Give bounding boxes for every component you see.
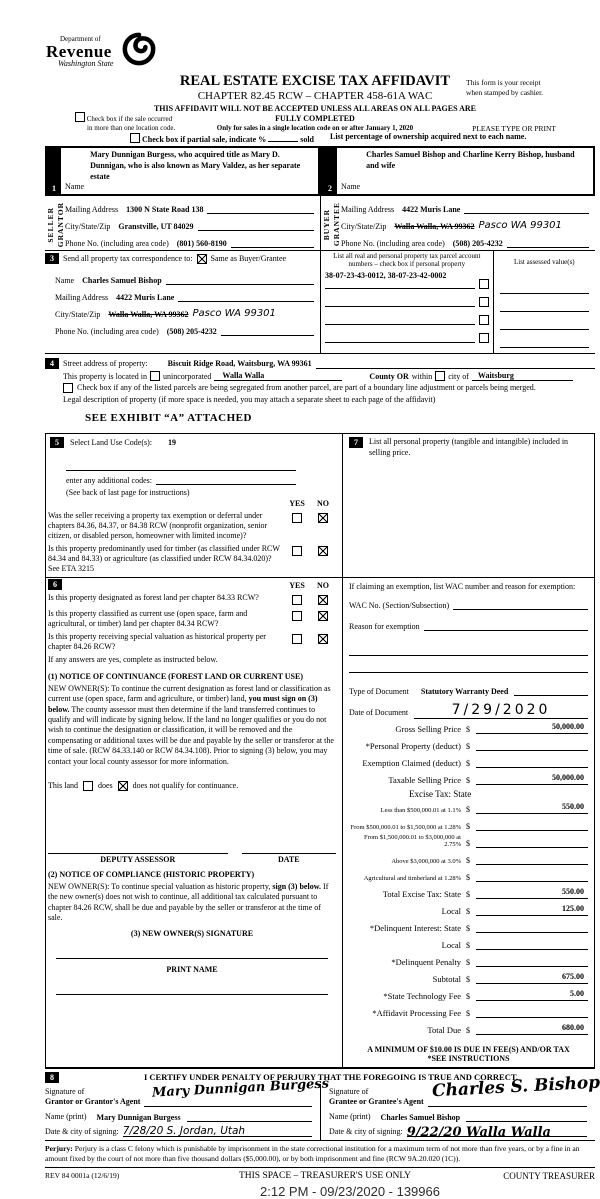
street-address-line (316, 358, 595, 369)
certification-section (45, 1068, 600, 1140)
seller-city-line (198, 220, 314, 231)
minimum-due-note: A MINIMUM OF $10.00 IS DUE IN FEE(S) AND/OR TAX (367, 1044, 570, 1054)
buyer-phone-value: (508) 205-4232 (452, 239, 503, 248)
s6-q2-no-checkbox[interactable] (318, 611, 328, 621)
dor-logo (46, 36, 113, 68)
street-address-label: Street address of property: (63, 359, 148, 369)
doc-type-label: Type of Document (349, 686, 409, 696)
wac-line[interactable] (453, 599, 588, 610)
local-tax-label: Local (441, 905, 461, 916)
s5-q2-yes-checkbox[interactable] (292, 546, 302, 556)
parcel-line-3 (325, 314, 475, 325)
form-subtitle: CHAPTER 82.45 RCW – CHAPTER 458-61A WAC (197, 90, 433, 103)
delinquent-interest-local-value (476, 938, 588, 950)
processing-fee-label: *Affidavit Processing Fee (372, 1007, 461, 1018)
legal-description-label: Legal description of property (if more space is needed, you may attach a separate sheet to each page of the affidavit) (63, 395, 436, 405)
land-use-code-value: 19 (167, 438, 176, 448)
tier1-label: Less than $500,000.01 at 1.1% (380, 806, 461, 814)
land-use-line (66, 458, 296, 471)
tier4-value (476, 853, 588, 865)
grantor-print-value: Mary Dunnigan Burgess (96, 1112, 181, 1122)
additional-codes-line[interactable] (156, 475, 296, 485)
corr-name-line (166, 274, 314, 285)
notice-continuance-body: NEW OWNER(S): To continue the current designation as forest land or classification as current use (open space, farm and agriculture, or timber) land, you must sign on (3) below. The county assessor must then determine if the land transferred continues to qualify and will indicate by signing below. If the land no longer qualifies or you do not wish to continue the designation or classification, it will be removed and the compensating or additional taxes will be due and payable by the seller or transferor at the time of sale. (RCW 84.33.140 or RCW 84.34.108). Prior to signing (3) below, you may contact your local county assessor for more information. (48, 683, 334, 766)
s5-q1-no-checkbox[interactable] (318, 513, 328, 523)
grantee-print-value: Charles Samuel Bishop (380, 1112, 461, 1122)
section-7-number: 7 (349, 437, 363, 448)
parcel-assessed-section (320, 251, 595, 353)
additional-codes-label: enter any additional codes: (66, 476, 152, 486)
land-use-column (45, 433, 342, 1068)
s6-q1-no-checkbox[interactable] (318, 595, 328, 605)
form-only-for: Only for sales in a single location code on or after January 1, 2020 (216, 123, 414, 132)
parties-section (45, 146, 595, 250)
tech-fee-value: 5.00 (476, 989, 588, 1001)
county-treasurer-label: COUNTY TREASURER (503, 1171, 595, 1182)
parcel-header: List all real and personal property tax parcel account numbers – check box if personal property (333, 252, 481, 269)
gross-selling-label: Gross Selling Price (395, 723, 461, 734)
doc-type-value: Statutory Warranty Deed (420, 686, 509, 696)
buyer-phone-line (507, 237, 589, 248)
s6-q1-yes-checkbox[interactable] (292, 595, 302, 605)
processing-fee-value (476, 1006, 588, 1018)
print-name-label: PRINT NAME (166, 965, 218, 975)
please-type-note: PLEASE TYPE OR PRINT (472, 124, 556, 133)
buyer-name-label: Name (341, 182, 361, 191)
deputy-assessor-lines (48, 853, 336, 864)
delinquent-penalty-value (476, 955, 588, 967)
parcel-line-4 (325, 332, 475, 343)
grantor-date-label: Date & city of signing: (45, 1126, 119, 1136)
personal-property-label: List all personal property (tangible and intangible) included in selling price. (369, 437, 569, 458)
reason-line-1[interactable] (424, 620, 588, 631)
buyer-city-handwritten: Pasco WA 99301 (478, 220, 562, 231)
notice-compliance-title: (2) NOTICE OF COMPLIANCE (HISTORIC PROPERTY) (48, 869, 255, 879)
property-address-section (45, 353, 595, 433)
s6-q3-yes-checkbox[interactable] (292, 634, 302, 644)
grantor-signature-line[interactable] (144, 1076, 330, 1107)
corr-mailing-value: 4422 Muris Lane (116, 293, 175, 302)
seller-mailing-value: 1300 N State Road 138 (126, 205, 204, 214)
section-8-number: 8 (45, 1072, 59, 1083)
receipt-note: This form is your receipt when stamped by cashier. (466, 78, 544, 97)
seller-section (45, 146, 320, 250)
doc-type-line (514, 685, 588, 696)
exemption-claimed-value (476, 756, 588, 768)
buyer-phone-label: Phone No. (including area code) (341, 239, 445, 248)
personal-prop-deduct-value (476, 739, 588, 751)
delinquent-interest-state-label: *Delinquent Interest: State (369, 922, 461, 933)
s6-question-2: Is this property classified as current use (open space, farm and agricultural, or timber) land per chapter 84.34 RCW? (48, 609, 336, 629)
dor-swirl-icon (122, 32, 156, 66)
parcel-checkbox-4[interactable] (479, 333, 489, 343)
assessed-line-3 (500, 319, 589, 330)
grantee-date-value: 9/22/20 Walla Walla (407, 1125, 587, 1137)
section-1-number: 1 (47, 183, 61, 194)
subtotal-label: Subtotal (432, 973, 461, 984)
buyer-mailing-line (464, 203, 589, 214)
section-6-number: 6 (48, 579, 62, 590)
agri-timber-value (476, 870, 588, 882)
see-instructions-note: *SEE INSTRUCTIONS (427, 1053, 510, 1063)
grantee-date-label: Date & city of signing: (329, 1126, 403, 1136)
county-name-value: Walla Walla (214, 371, 342, 381)
treasurer-space-label: THIS SPACE – TREASURER'S USE ONLY (238, 1171, 412, 1182)
parcel-column (321, 251, 494, 353)
delinquent-interest-local-label: Local (441, 939, 461, 950)
corr-name-value: Charles Samuel Bishop (82, 276, 162, 285)
middle-columns (45, 433, 595, 1068)
same-as-buyer-label: Same as Buyer/Grantee (210, 254, 287, 263)
s6-no-header: NO (317, 581, 329, 591)
total-excise-state-label: Total Excise Tax: State (382, 888, 461, 899)
seller-phone-label: Phone No. (including area code) (65, 239, 169, 248)
does-qualify-checkbox[interactable] (83, 781, 93, 791)
doc-date-label: Date of Document (349, 707, 409, 717)
print-name-line[interactable] (56, 982, 328, 995)
tax-correspondence-section (45, 251, 320, 353)
parcel-numbers-value: 38-07-23-43-0012, 38-07-23-42-0002 (325, 270, 447, 280)
treasurer-receipt-stamp: 2:12 PM - 09/23/2020 - 139966 (260, 1184, 440, 1199)
see-back-note: (See back of last page for instructions) (66, 488, 190, 498)
reason-label: Reason for exemption (349, 621, 420, 631)
unincorporated-checkbox[interactable] (150, 371, 160, 381)
logo-dept-text: Department of (60, 35, 101, 43)
multi-location-check: Check box if the sale occurred in more than one location code. (75, 112, 175, 133)
local-tax-value: 125.00 (476, 904, 588, 916)
city-of-label: city of (448, 372, 469, 382)
seller-city-value: Granstville, UT 84029 (118, 222, 194, 231)
seller-side-label: SELLER GRANTOR (45, 201, 65, 248)
buyer-section (320, 146, 595, 250)
assessor-date-label: DATE (242, 853, 336, 864)
parcel-line-2 (325, 296, 475, 307)
assessed-header: List assessed value(s) (513, 258, 575, 266)
delinquent-interest-state-value (476, 921, 588, 933)
seller-phone-line (231, 237, 314, 248)
s6-q2-yes-checkbox[interactable] (292, 611, 302, 621)
wac-label: WAC No. (Section/Subsection) (349, 600, 450, 610)
tier3-label: From $1,500,000.01 to $3,000,000 at 2.75% (364, 833, 461, 848)
s6-yes-header: YES (289, 581, 305, 591)
tier4-label: Above $3,000,000 at 3.0% (391, 857, 461, 865)
segregated-label: Check box if any of the listed parcels are being segregated from another parcel, are part of a boundary line adjustment or parcels being merged. (77, 383, 536, 393)
subtotal-value: 675.00 (476, 972, 588, 984)
seller-name-label: Name (65, 182, 85, 191)
tier3-value (476, 836, 588, 848)
partial-sale-checkbox[interactable] (130, 133, 140, 143)
section-3-number: 3 (45, 253, 59, 264)
assessor-blank-space (48, 791, 336, 849)
buyer-mailing-label: Mailing Address (341, 205, 395, 214)
section-4-number: 4 (45, 358, 59, 369)
grantor-sig-label: Signature of Grantor or Grantor's Agent (45, 1086, 141, 1106)
reason-line-3[interactable] (349, 660, 588, 673)
total-due-value: 680.00 (476, 1023, 588, 1035)
excise-tax-state-header: Excise Tax: State (409, 788, 472, 799)
grantor-signature-block (45, 1076, 330, 1140)
s6-question-1: Is this property designated as forest land per chapter 84.33 RCW? (48, 593, 336, 606)
exhibit-a-note: SEE EXHIBIT “A” ATTACHED (85, 412, 252, 425)
corr-city-struck-value: Walla Walla, WA 99362 (108, 310, 189, 319)
correspondence-parcel-section (45, 250, 595, 353)
total-excise-state-value: 550.00 (476, 887, 588, 899)
doc-date-value: 7/29/2020 (414, 702, 588, 719)
does-not-qualify-checkbox[interactable] (118, 781, 128, 791)
s5-no-header: NO (317, 499, 329, 509)
tier1-value: 550.00 (476, 802, 588, 814)
grantor-date-value: 7/28/20 S. Jordan, Utah (123, 1125, 312, 1137)
parcel-checkbox-3[interactable] (479, 315, 489, 325)
buyer-side-label: BUYER GRANTEE (321, 202, 341, 247)
notice-continuance-title: (1) NOTICE OF CONTINUANCE (FOREST LAND OR CURRENT USE) (48, 671, 303, 681)
footer-row (45, 1167, 595, 1181)
land-use-label: Select Land Use Code(s): (70, 438, 152, 448)
form-title-block (150, 72, 480, 133)
seller-mailing-label: Mailing Address (65, 205, 119, 214)
grantee-print-label: Name (print) (329, 1111, 371, 1121)
corr-city-label: City/State/Zip (55, 310, 101, 319)
new-owner-signature-label: (3) NEW OWNER(S) SIGNATURE (130, 929, 254, 939)
assessed-column (494, 251, 595, 353)
segregated-checkbox[interactable] (63, 383, 73, 393)
gross-selling-value: 50,000.00 (476, 722, 588, 734)
seller-name-value: Mary Dunnigan Burgess, who acquired title as Mary D. Dunnigan, who is also known as Mary Valdez, as her separate estate (90, 150, 301, 181)
grantee-sig-label: Signature of Grantee or Grantee's Agent (329, 1086, 424, 1106)
form-rev-number: REV 84 0001a (12/6/19) (45, 1171, 120, 1181)
city-name-value: Waitsburg (472, 371, 573, 381)
grantor-print-label: Name (print) (45, 1111, 87, 1121)
s5-question-2: Is this property predominantly used for timber (as classified under RCW 84.34 and 84.33) or agriculture (as classified under RCW 84.34.020)? See ETA 3215 (48, 544, 336, 574)
within-label: within (411, 372, 433, 382)
ownership-note: List percentage of ownership acquired next to each name. (330, 132, 527, 141)
corr-phone-label: Phone No. (including area code) (55, 327, 159, 336)
unincorporated-label: unincorporated (162, 372, 212, 382)
buyer-mailing-value: 4422 Muris Lane (402, 205, 461, 214)
tier2-value (476, 819, 588, 831)
form-warning: THIS AFFIDAVIT WILL NOT BE ACCEPTED UNLESS ALL AREAS ON ALL PAGES ARE FULLY COMPLETED (153, 103, 477, 123)
if-yes-note: If any answers are yes, complete as instructed below. (48, 655, 218, 665)
taxable-selling-value: 50,000.00 (476, 773, 588, 785)
partial-sale-check: Check box if partial sale, indicate % sold (130, 132, 314, 144)
new-owner-signature-line[interactable] (56, 946, 328, 959)
section-2-number: 2 (323, 183, 337, 194)
buyer-city-label: City/State/Zip (341, 222, 387, 231)
buyer-name-box (321, 146, 595, 196)
seller-phone-value: (801) 560-8190 (176, 239, 227, 248)
multi-location-checkbox[interactable] (75, 112, 85, 122)
assessed-line-2 (500, 301, 589, 312)
corr-phone-value: (508) 205-4232 (166, 327, 217, 336)
total-due-label: Total Due (427, 1024, 461, 1035)
personal-property-column: 7 List all personal property (tangible and intangible) included in selling price. If claiming an exemption, list WAC number and reason for exemption: WAC No. (Section/Subsection) Reason for exemption Type of Document Statutory Warranty Deed Date of Document 7/29/2020 Gross Selling Price $ 50,000.00 *Personal Property (deduct) $ Exemption Claimed (deduct) $ Taxable Selling Price $ 50,000.00 Excise Tax: State Less than $500,000.01 at 1.1% $ 550.00 From $500,000.01 to $1,500,000 at 1.28% $ From $1,500,000.01 to $3,000,000 at 2.75% $ Above $3,000,000 at 3.0% $ Agricultural and timberland at 1.28% $ Total Excise Tax: State $ 550.00 Local $ 125.00 *Delinquent Interest: State $ Local $ *Delinquent Penalty $ Subtotal $ 675.00 *State Technology Fee $ 5.00 *Affidavit Processing Fee $ Total Due $ 680.00 A MINIMUM OF $10.00 IS DUE IN FEE(S) AND/OR TAX *SEE INSTRUCTIONS (342, 433, 595, 1068)
buyer-name-value: Charles Samuel Bishop and Charline Kerry Bishop, husband and wife (366, 150, 575, 170)
reason-line-2[interactable] (349, 643, 588, 656)
delinquent-penalty-label: *Delinquent Penalty (391, 956, 461, 967)
s5-yes-header: YES (289, 499, 305, 509)
logo-revenue-text: Revenue (46, 42, 112, 61)
corr-mailing-line (178, 291, 314, 302)
corr-phone-line (221, 325, 314, 336)
tier2-label: From $500,000.01 to $1,500,000 at 1.28% (350, 823, 461, 831)
personal-property-blank (349, 459, 588, 577)
county-or-label: County OR (369, 372, 409, 382)
seller-name-box (45, 146, 320, 196)
assessed-line-4 (500, 337, 589, 348)
parcel-line-1 (325, 278, 475, 289)
grantor-signature-value: Mary Dunnigan Burgess (152, 1076, 330, 1101)
partial-sale-percent-field[interactable] (268, 132, 298, 142)
taxable-selling-label: Taxable Selling Price (388, 774, 461, 785)
form-title: REAL ESTATE EXCISE TAX AFFIDAVIT (179, 73, 451, 89)
same-as-buyer-checkbox[interactable] (197, 254, 207, 264)
section-5-number: 5 (50, 437, 64, 448)
s6-question-3: Is this property receiving special valuation as historical property per chapter 84.26 RCW? (48, 632, 336, 652)
exemption-claimed-label: Exemption Claimed (deduct) (362, 757, 461, 768)
city-of-checkbox[interactable] (435, 371, 445, 381)
certify-statement: I CERTIFY UNDER PENALTY OF PERJURY THAT THE FOREGOING IS TRUE AND CORRECT. (143, 1072, 518, 1083)
s5-question-1: Was the seller receiving a property tax exemption or deferral under chapters 84.36, 84.37, or 84.38 RCW (nonprofit organization, senior citizen, or disabled person, homeowner with limited income)? (48, 511, 336, 541)
deputy-assessor-label: DEPUTY ASSESSOR (48, 853, 228, 864)
street-address-value: Biscuit Ridge Road, Waitsburg, WA 99361 (167, 359, 312, 369)
grantee-signature-line[interactable] (428, 1072, 600, 1107)
s5-q1-yes-checkbox[interactable] (292, 513, 302, 523)
buyer-city-struck-value: Walla Walla, WA 99362 (394, 222, 475, 231)
s6-q3-no-checkbox[interactable] (318, 634, 328, 644)
correspondence-label: Send all property tax correspondence to: (63, 254, 193, 263)
personal-prop-deduct-label: *Personal Property (deduct) (365, 740, 461, 751)
exemption-header: If claiming an exemption, list WAC number and reason for exemption: (343, 577, 594, 591)
corr-name-label: Name (55, 276, 75, 285)
assessed-line-1 (500, 283, 589, 294)
notice-compliance-body: NEW OWNER(S): To continue special valuation as historic property, sign (3) below. If the new owner(s) does not wish to continue, all additional tax calculated pursuant to chapter 84.26 RCW, shall be due and payable by the seller or transferor at the time of sale. (48, 881, 329, 923)
corr-mailing-label: Mailing Address (55, 293, 109, 302)
agri-timber-label: Agricultural and timberland at 1.28% (363, 874, 461, 882)
tech-fee-label: *State Technology Fee (383, 990, 461, 1001)
parcel-checkbox-1[interactable] (479, 279, 489, 289)
corr-city-handwritten: Pasco WA 99301 (192, 308, 276, 319)
s5-q2-no-checkbox[interactable] (318, 546, 328, 556)
located-in-label: This property is located in (63, 372, 147, 382)
parcel-checkbox-2[interactable] (479, 297, 489, 307)
qualify-line: This land does does not qualify for continuance. (48, 781, 239, 791)
seller-city-label: City/State/Zip (65, 222, 111, 231)
grantee-signature-value: Charles S. Bishop (431, 1072, 600, 1102)
seller-mailing-line (207, 203, 314, 214)
logo-state-text: Washington State (58, 59, 114, 68)
perjury-note: Perjury: Perjury is a class C felony which is punishable by imprisonment in the state correctional institution for a maximum term of not more than five years, or by a fine in an amount fixed by the court of not more than five thousand dollars ($5,000.00), or by both imprisonment and fine (RCW 9A.20.020 (1C)). (45, 1140, 595, 1168)
